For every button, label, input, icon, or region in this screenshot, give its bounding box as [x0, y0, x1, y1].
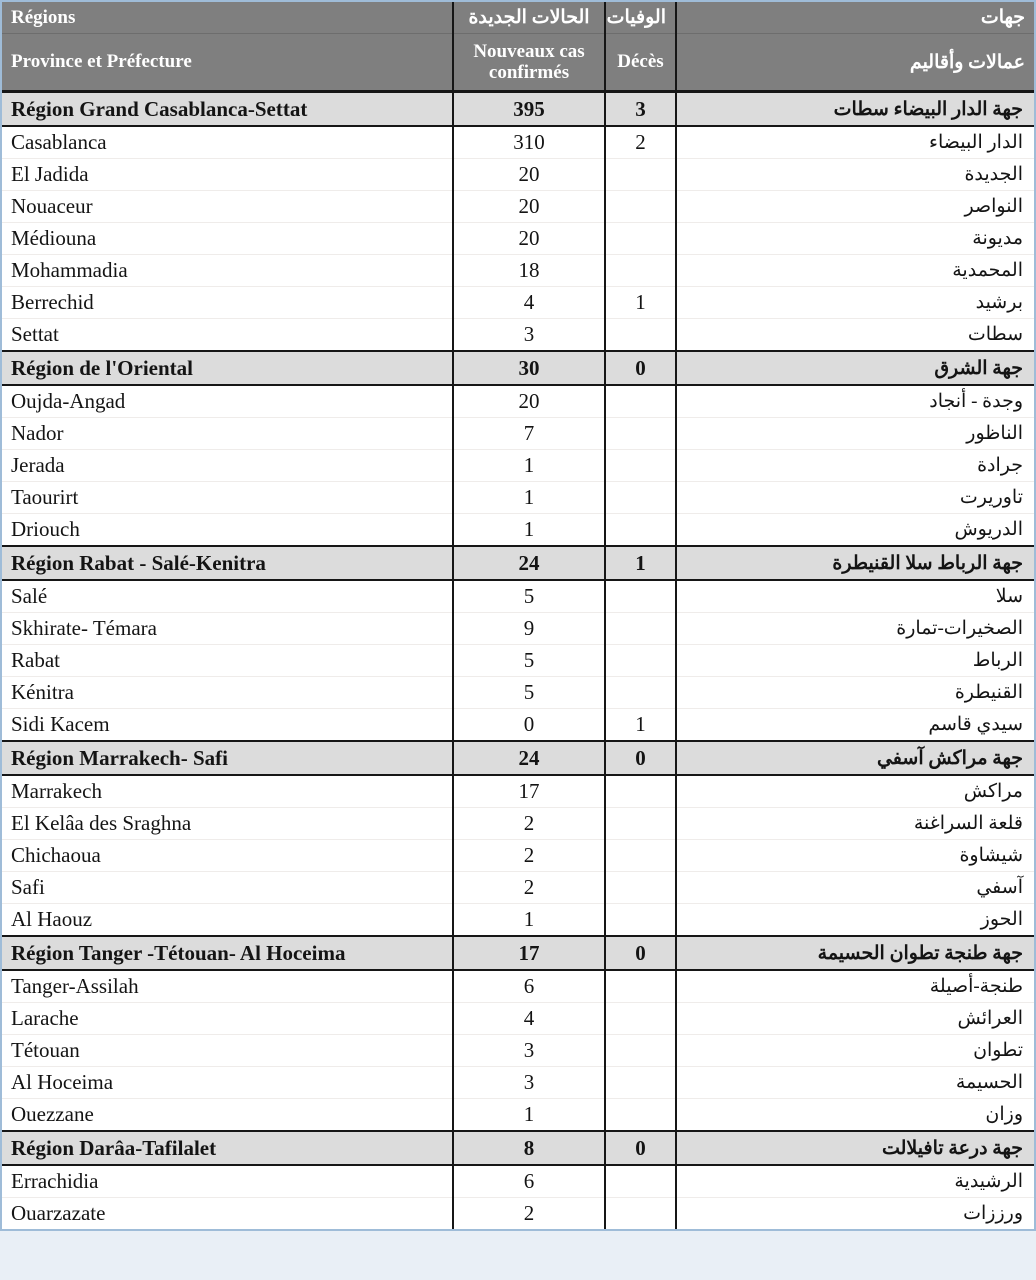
province-name-cell: Salé [2, 580, 453, 613]
province-arabic-name-cell: الدريوش [676, 514, 1034, 547]
region-arabic-name-cell: جهة الشرق [676, 351, 1034, 385]
province-deaths-cell [605, 223, 676, 255]
province-row [2, 709, 1034, 742]
province-name-cell: Jerada [2, 450, 453, 482]
region-new-cases-cell: 24 [453, 741, 605, 775]
region-name-cell: Région Grand Casablanca-Settat [2, 92, 453, 127]
province-deaths-cell [605, 1035, 676, 1067]
table-header [2, 2, 1034, 92]
province-row [2, 126, 1034, 159]
province-deaths-cell [605, 1067, 676, 1099]
province-deaths-cell [605, 159, 676, 191]
province-new-cases-cell: 2 [453, 840, 605, 872]
province-new-cases-cell: 6 [453, 970, 605, 1003]
province-new-cases-cell: 1 [453, 450, 605, 482]
province-new-cases-cell: 5 [453, 677, 605, 709]
header-regions-fr: Régions [2, 2, 453, 34]
province-row [2, 872, 1034, 904]
region-total-row [2, 546, 1034, 580]
province-name-cell: Tanger-Assilah [2, 970, 453, 1003]
province-arabic-name-cell: النواصر [676, 191, 1034, 223]
province-new-cases-cell: 5 [453, 645, 605, 677]
region-new-cases-cell: 17 [453, 936, 605, 970]
region-name-cell: Région de l'Oriental [2, 351, 453, 385]
province-deaths-cell [605, 775, 676, 808]
province-row [2, 580, 1034, 613]
province-row [2, 1099, 1034, 1132]
province-deaths-cell [605, 613, 676, 645]
region-deaths-cell: 0 [605, 1131, 676, 1165]
province-arabic-name-cell: برشيد [676, 287, 1034, 319]
province-row [2, 1067, 1034, 1099]
region-arabic-name-cell: جهة مراكش آسفي [676, 741, 1034, 775]
province-row [2, 482, 1034, 514]
province-row [2, 645, 1034, 677]
region-new-cases-cell: 30 [453, 351, 605, 385]
province-new-cases-cell: 310 [453, 126, 605, 159]
header-row-bottom [2, 34, 1034, 92]
province-arabic-name-cell: سلا [676, 580, 1034, 613]
province-row [2, 255, 1034, 287]
province-deaths-cell [605, 255, 676, 287]
region-new-cases-cell: 395 [453, 92, 605, 127]
province-arabic-name-cell: آسفي [676, 872, 1034, 904]
province-deaths-cell [605, 482, 676, 514]
province-name-cell: Larache [2, 1003, 453, 1035]
province-row [2, 1035, 1034, 1067]
province-deaths-cell [605, 645, 676, 677]
province-deaths-cell [605, 872, 676, 904]
province-new-cases-cell: 4 [453, 287, 605, 319]
region-arabic-name-cell: جهة الرباط سلا القنيطرة [676, 546, 1034, 580]
region-new-cases-cell: 8 [453, 1131, 605, 1165]
province-row [2, 191, 1034, 223]
province-name-cell: Nador [2, 418, 453, 450]
province-new-cases-cell: 3 [453, 1035, 605, 1067]
province-arabic-name-cell: شيشاوة [676, 840, 1034, 872]
province-name-cell: Marrakech [2, 775, 453, 808]
region-total-row [2, 741, 1034, 775]
header-provinces-ar: عمالات وأقاليم [676, 34, 1034, 92]
region-arabic-name-cell: جهة الدار البيضاء سطات [676, 92, 1034, 127]
province-name-cell: Driouch [2, 514, 453, 547]
province-new-cases-cell: 2 [453, 1198, 605, 1230]
province-arabic-name-cell: الحوز [676, 904, 1034, 937]
province-name-cell: El Kelâa des Sraghna [2, 808, 453, 840]
region-name-cell: Région Rabat - Salé-Kenitra [2, 546, 453, 580]
province-name-cell: Kénitra [2, 677, 453, 709]
province-deaths-cell [605, 450, 676, 482]
province-new-cases-cell: 2 [453, 872, 605, 904]
province-row [2, 1165, 1034, 1198]
province-name-cell: Ouezzane [2, 1099, 453, 1132]
region-deaths-cell: 0 [605, 351, 676, 385]
province-arabic-name-cell: جرادة [676, 450, 1034, 482]
province-row [2, 677, 1034, 709]
province-new-cases-cell: 0 [453, 709, 605, 742]
province-arabic-name-cell: القنيطرة [676, 677, 1034, 709]
header-deaths-ar: الوفيات [605, 2, 676, 34]
province-deaths-cell [605, 514, 676, 547]
province-deaths-cell [605, 677, 676, 709]
province-deaths-cell [605, 191, 676, 223]
province-name-cell: Skhirate- Témara [2, 613, 453, 645]
province-deaths-cell: 1 [605, 287, 676, 319]
province-arabic-name-cell: الرشيدية [676, 1165, 1034, 1198]
province-new-cases-cell: 2 [453, 808, 605, 840]
province-name-cell: Ouarzazate [2, 1198, 453, 1230]
province-new-cases-cell: 1 [453, 514, 605, 547]
region-arabic-name-cell: جهة درعة تافيلالت [676, 1131, 1034, 1165]
province-arabic-name-cell: سطات [676, 319, 1034, 352]
province-new-cases-cell: 20 [453, 159, 605, 191]
province-arabic-name-cell: الحسيمة [676, 1067, 1034, 1099]
province-row [2, 808, 1034, 840]
province-new-cases-cell: 1 [453, 482, 605, 514]
province-arabic-name-cell: المحمدية [676, 255, 1034, 287]
region-deaths-cell: 0 [605, 741, 676, 775]
province-name-cell: Mohammadia [2, 255, 453, 287]
region-total-row [2, 351, 1034, 385]
province-arabic-name-cell: مديونة [676, 223, 1034, 255]
province-deaths-cell [605, 840, 676, 872]
province-new-cases-cell: 9 [453, 613, 605, 645]
province-name-cell: Casablanca [2, 126, 453, 159]
region-arabic-name-cell: جهة طنجة تطوان الحسيمة [676, 936, 1034, 970]
province-arabic-name-cell: وزان [676, 1099, 1034, 1132]
province-arabic-name-cell: تطوان [676, 1035, 1034, 1067]
province-name-cell: Oujda-Angad [2, 385, 453, 418]
region-new-cases-cell: 24 [453, 546, 605, 580]
province-deaths-cell [605, 1198, 676, 1230]
province-new-cases-cell: 5 [453, 580, 605, 613]
province-new-cases-cell: 18 [453, 255, 605, 287]
province-new-cases-cell: 3 [453, 1067, 605, 1099]
province-deaths-cell [605, 1165, 676, 1198]
province-arabic-name-cell: العرائش [676, 1003, 1034, 1035]
province-new-cases-cell: 6 [453, 1165, 605, 1198]
province-row [2, 1198, 1034, 1230]
province-new-cases-cell: 1 [453, 904, 605, 937]
province-name-cell: Errachidia [2, 1165, 453, 1198]
province-arabic-name-cell: الصخيرات-تمارة [676, 613, 1034, 645]
province-row [2, 223, 1034, 255]
province-arabic-name-cell: طنجة-أصيلة [676, 970, 1034, 1003]
province-row [2, 319, 1034, 352]
province-deaths-cell [605, 1003, 676, 1035]
province-deaths-cell [605, 904, 676, 937]
province-arabic-name-cell: سيدي قاسم [676, 709, 1034, 742]
province-arabic-name-cell: الجديدة [676, 159, 1034, 191]
province-deaths-cell [605, 385, 676, 418]
province-row [2, 1003, 1034, 1035]
province-new-cases-cell: 7 [453, 418, 605, 450]
province-name-cell: Al Hoceima [2, 1067, 453, 1099]
province-deaths-cell [605, 418, 676, 450]
province-row [2, 418, 1034, 450]
region-total-row [2, 1131, 1034, 1165]
province-row [2, 159, 1034, 191]
province-name-cell: Chichaoua [2, 840, 453, 872]
province-new-cases-cell: 17 [453, 775, 605, 808]
province-arabic-name-cell: الناظور [676, 418, 1034, 450]
region-total-row [2, 936, 1034, 970]
province-arabic-name-cell: قلعة السراغنة [676, 808, 1034, 840]
header-row-top [2, 2, 1034, 34]
region-name-cell: Région Tanger -Tétouan- Al Hoceima [2, 936, 453, 970]
province-row [2, 450, 1034, 482]
province-new-cases-cell: 1 [453, 1099, 605, 1132]
province-row [2, 613, 1034, 645]
province-row [2, 287, 1034, 319]
province-arabic-name-cell: الدار البيضاء [676, 126, 1034, 159]
province-name-cell: Berrechid [2, 287, 453, 319]
covid-regions-table [2, 2, 1034, 1229]
province-name-cell: Rabat [2, 645, 453, 677]
province-deaths-cell [605, 319, 676, 352]
region-deaths-cell: 3 [605, 92, 676, 127]
province-new-cases-cell: 3 [453, 319, 605, 352]
province-name-cell: Al Haouz [2, 904, 453, 937]
province-deaths-cell [605, 970, 676, 1003]
province-deaths-cell: 1 [605, 709, 676, 742]
province-arabic-name-cell: تاوريرت [676, 482, 1034, 514]
region-name-cell: Région Marrakech- Safi [2, 741, 453, 775]
province-name-cell: Tétouan [2, 1035, 453, 1067]
header-new-cases-fr: Nouveaux cas confirmés [453, 34, 605, 92]
province-name-cell: Médiouna [2, 223, 453, 255]
header-deaths-fr: Décès [605, 34, 676, 92]
region-name-cell: Région Darâa-Tafilalet [2, 1131, 453, 1165]
province-row [2, 385, 1034, 418]
header-regions-ar: جهات [676, 2, 1034, 34]
province-deaths-cell [605, 580, 676, 613]
province-new-cases-cell: 20 [453, 191, 605, 223]
province-new-cases-cell: 20 [453, 223, 605, 255]
region-deaths-cell: 1 [605, 546, 676, 580]
province-row [2, 970, 1034, 1003]
table-body [2, 92, 1034, 1230]
province-deaths-cell [605, 808, 676, 840]
province-row [2, 514, 1034, 547]
province-name-cell: El Jadida [2, 159, 453, 191]
header-provinces-fr: Province et Préfecture [2, 34, 453, 92]
province-arabic-name-cell: ورززات [676, 1198, 1034, 1230]
province-new-cases-cell: 20 [453, 385, 605, 418]
province-new-cases-cell: 4 [453, 1003, 605, 1035]
province-name-cell: Taourirt [2, 482, 453, 514]
header-new-cases-ar: الحالات الجديدة [453, 2, 605, 34]
region-deaths-cell: 0 [605, 936, 676, 970]
province-arabic-name-cell: مراكش [676, 775, 1034, 808]
province-arabic-name-cell: الرباط [676, 645, 1034, 677]
region-total-row [2, 92, 1034, 127]
province-name-cell: Safi [2, 872, 453, 904]
province-name-cell: Sidi Kacem [2, 709, 453, 742]
province-row [2, 775, 1034, 808]
province-name-cell: Nouaceur [2, 191, 453, 223]
province-row [2, 840, 1034, 872]
province-deaths-cell [605, 1099, 676, 1132]
province-deaths-cell: 2 [605, 126, 676, 159]
province-row [2, 904, 1034, 937]
province-arabic-name-cell: وجدة - أنجاد [676, 385, 1034, 418]
province-name-cell: Settat [2, 319, 453, 352]
